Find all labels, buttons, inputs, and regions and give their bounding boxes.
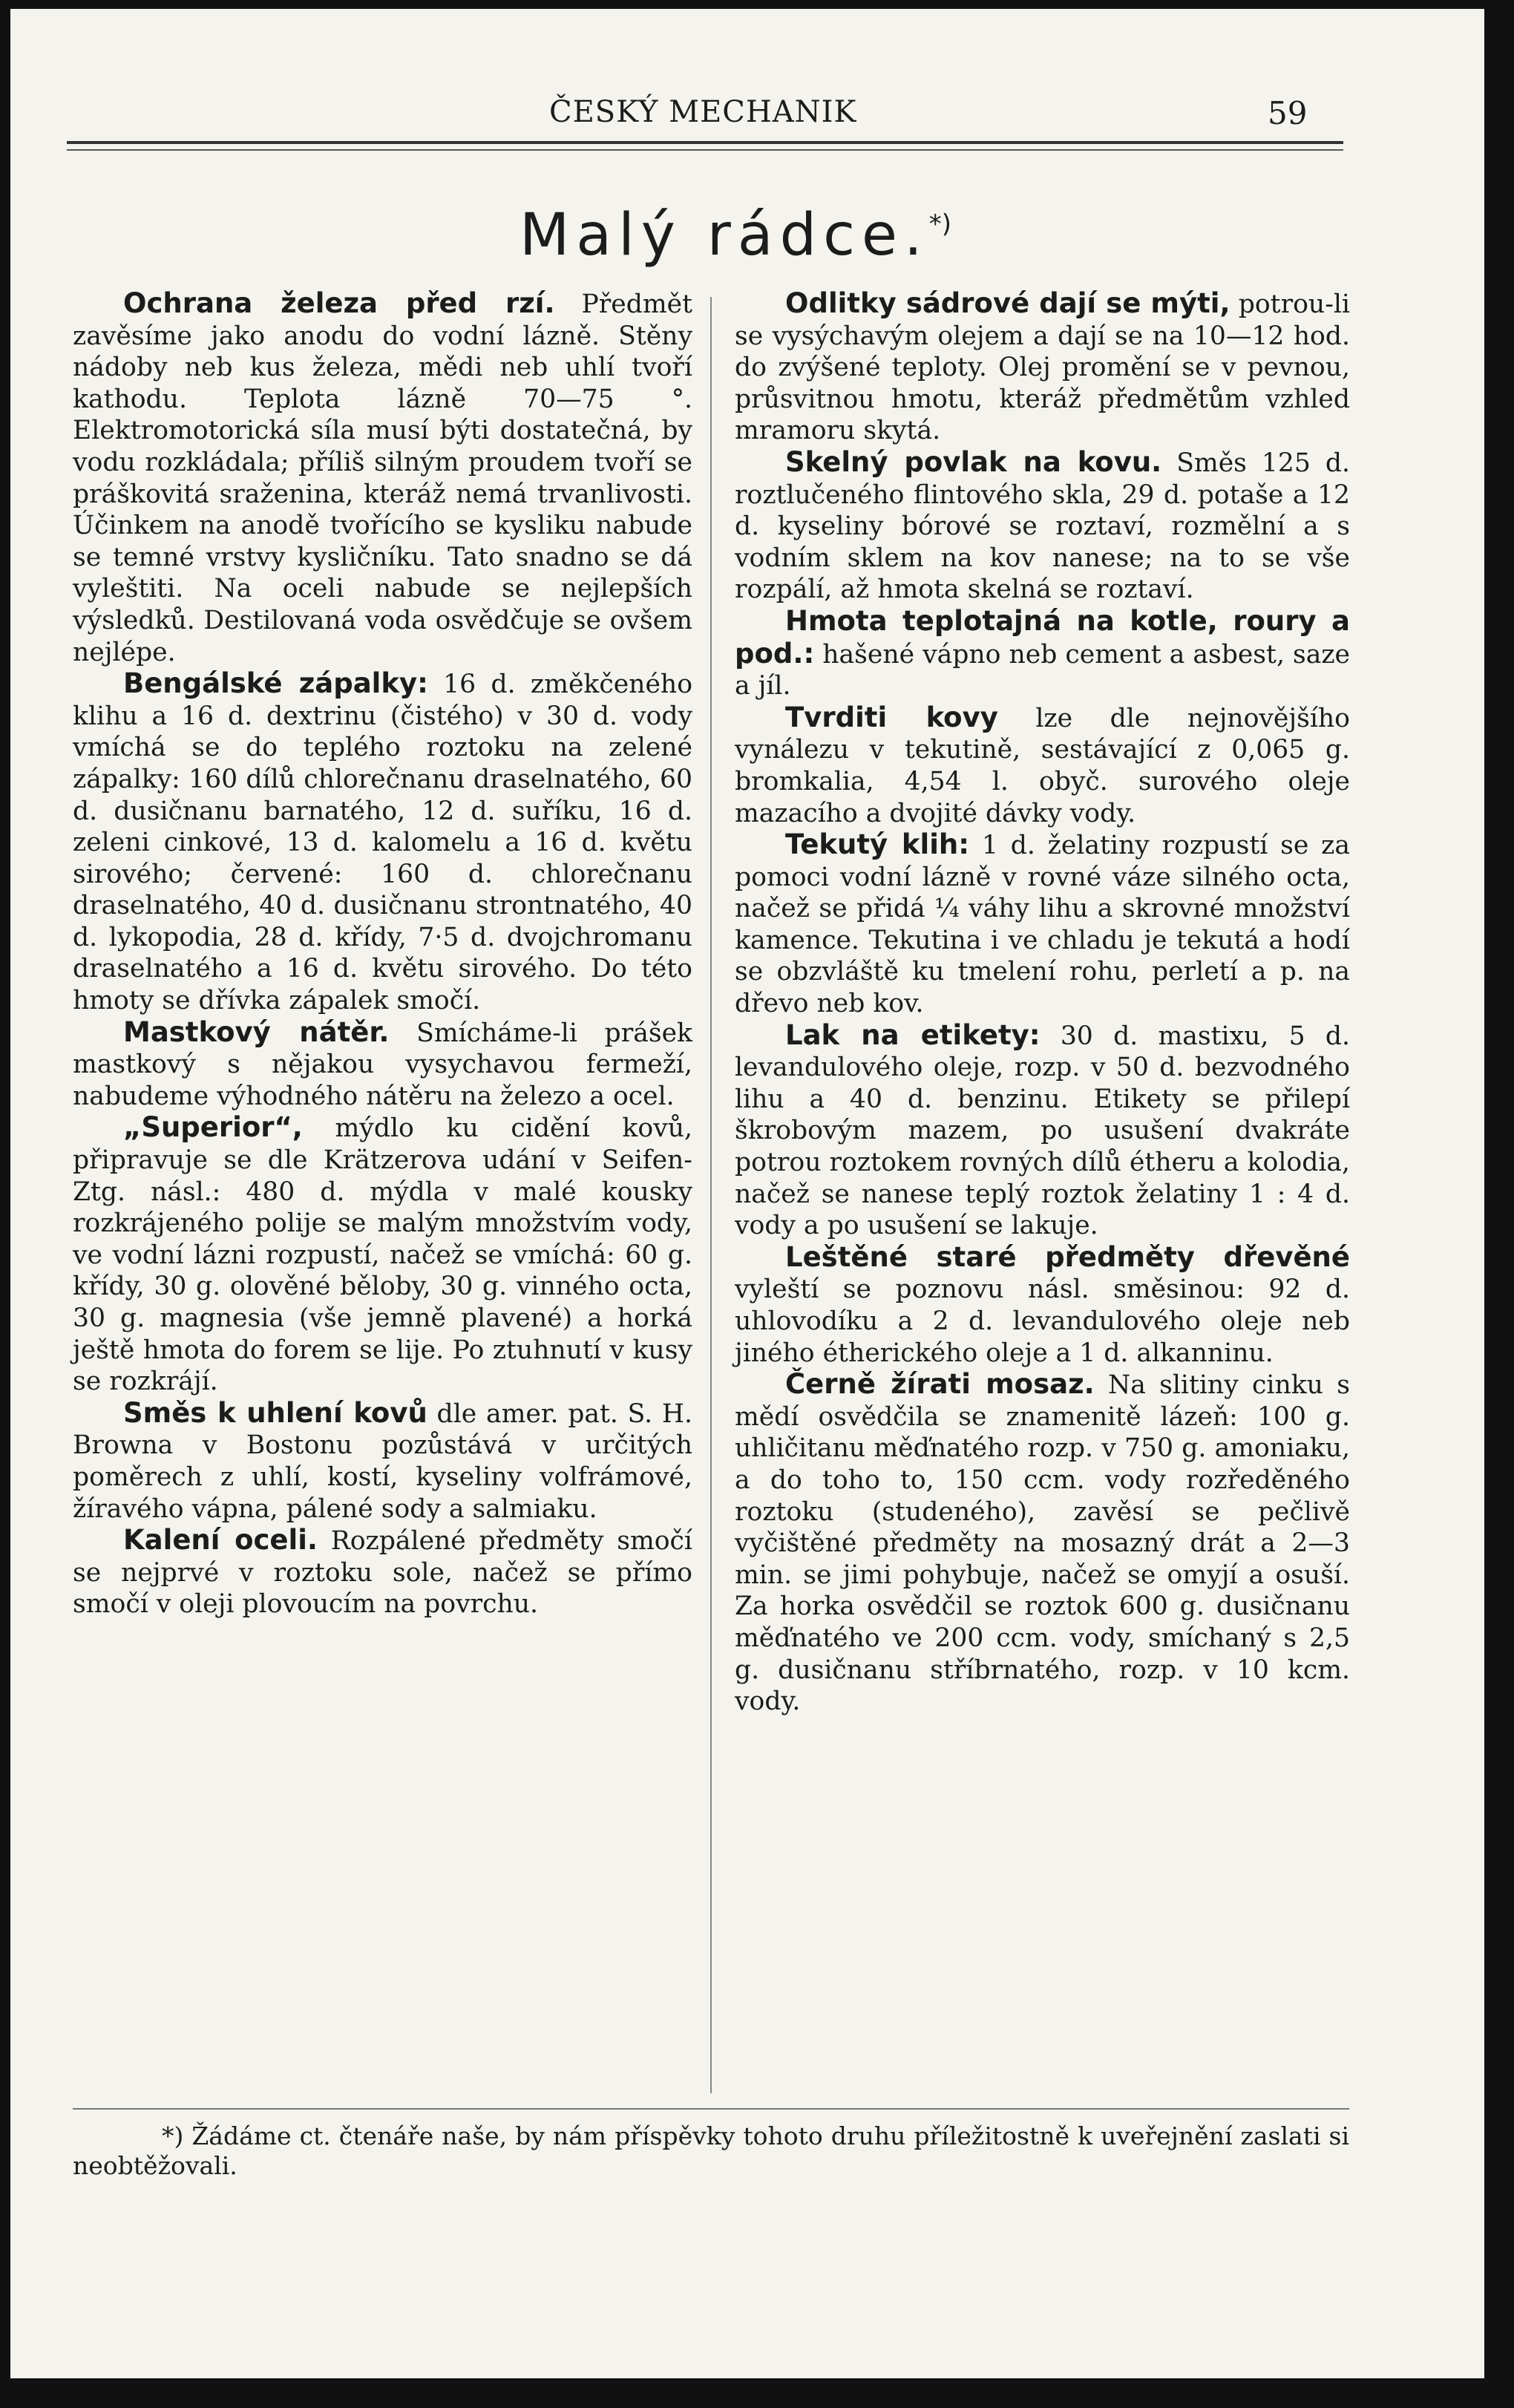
article-iron-rust — [73, 288, 692, 668]
scan-border-bottom — [0, 2378, 1514, 2408]
page-title-text: Malý rádce. — [520, 202, 929, 269]
article-glass-coating — [735, 447, 1350, 606]
article-heading: Směs k uhlení kovů — [123, 1396, 427, 1429]
article-text: potrou-li se vysýchavým olejem a dají se na 10—12 hod. do zvýšené teploty. Olej promění se v pevnou, průsvitnou hmotu, kteráž předmětům vzhled mramoru skytá. — [735, 289, 1350, 446]
article-heat-insulation — [735, 606, 1350, 702]
footnote-marker: *) — [928, 209, 952, 239]
article-liquid-glue — [735, 829, 1350, 1020]
article-text: hašené vápno neb cement a asbest, saze a jíl. — [735, 639, 1350, 701]
article-heading: Kalení oceli. — [123, 1524, 318, 1557]
article-carburizing-mix — [73, 1398, 692, 1525]
article-heading: Bengálské zápalky: — [123, 667, 428, 700]
header-rule-thick — [67, 141, 1343, 144]
article-bengal-matches — [73, 668, 692, 1017]
page-number: 59 — [1268, 95, 1308, 131]
article-brass-blackening — [735, 1369, 1350, 1718]
article-text: mýdlo ku cidění kovů, připravuje se dle Krätzerova udání v Seifen-Ztg. násl.: 480 d. mýdla v malé kousky rozkrájeného polije se malým množstvím vody, ve vodní lázni rozpustí, načež se vmíchá: 60 g. křídy, 30 g. olověné běloby, 30 g. vinného octa, 30 g. magnesia (vše jemně plavené) a horká ještě hmota do forem se lije. Po ztuhnutí v kusy se rozkrájí. — [73, 1113, 692, 1397]
article-text: Rozpálené předměty smočí se nejprvé v roztoku sole, načež se přímo smočí v oleji plovoucím na povrchu. — [73, 1526, 692, 1620]
article-plaster-casts — [735, 288, 1350, 447]
article-text: dle amer. pat. S. H. Browna v Bostonu pozůstává v určitých poměrech z uhlí, kostí, kyseliny volfrámové, žíravého vápna, pálené sody a salmiaku. — [73, 1398, 693, 1524]
article-heading: Skelný povlak na kovu. — [785, 445, 1162, 478]
article-heading: Leštěné staré předměty dřevěné — [785, 1240, 1350, 1273]
article-wood-polish — [735, 1242, 1350, 1369]
footnote: *) Žádáme ct. čtenáře naše, by nám příspěvky tohoto druhu příležitostně k uveřejnění zaslati si neobtěžovali. — [73, 2121, 1349, 2180]
article-heading: „Superior“, — [123, 1111, 303, 1144]
article-text: 30 d. mastixu, 5 d. levandulového oleje, rozp. v 50 d. bezvodného lihu a 40 d. benzinu. Etikety se přilepí škrobovým mazem, po usušení dvakráte potrou roztokem rovných dílů étheru a kolodia, načež se nanese teplý roztok želatiny 1 : 4 d. vody a po usušení se lakuje. — [735, 1021, 1350, 1241]
article-text: vyleští se poznovu násl. směsinou: 92 d. uhlovodíku a 2 d. levandulového oleje neb jiného étherického oleje a 1 d. alkanninu. — [735, 1275, 1350, 1368]
page-title — [520, 202, 951, 269]
footnote-rule — [73, 2108, 1349, 2110]
running-header-title: ČESKÝ MECHANIK — [549, 95, 857, 129]
article-heading: Hmota teplotajná na kotle, roury a pod.: — [735, 604, 1350, 670]
article-text: Na slitiny cinku s mědí osvědčila se znamenitě lázeň: 100 g. uhličitanu měďnatého rozp. v 750 g. amoniaku, a do toho to, 150 ccm. vody rozředěného roztoku (studeného), zavěsí se pečlivě vyčištěné předměty na mosazný drát a 2—3 min. se jimi pohybuje, načež se omyjí a osuší. Za horka osvědčil se roztok 600 g. dusičnanu měďnatého ve 200 ccm. vody, smíchaný s 2,5 g. dusičnanu stříbrnatého, rozp. v 10 kcm. vody. — [735, 1370, 1350, 1717]
article-steel-hardening — [73, 1525, 692, 1620]
article-talc-coating — [73, 1017, 692, 1113]
column-divider — [710, 297, 712, 2093]
left-column — [73, 288, 692, 1620]
article-heading: Mastkový nátěr. — [123, 1015, 390, 1048]
article-text: Předmět zavěsíme jako anodu do vodní lázně. Stěny nádoby neb kus železa, mědi neb uhlí tvoří kathodu. Teplota lázně 70—75 °. Elektromotorická síla musí býti dostatečná, by vodu rozkládala; příliš silným proudem tvoří se práškovitá sraženina, kteráž nemá trvanlivosti. Účinkem na anodě tvořícího se kysliku nabude se temné vrstvy kysličníku. Tato snadno se dá vyleštiti. Na oceli nabude se nejlepších výsledků. Destilovaná voda osvědčuje se ovšem nejlépe. — [73, 289, 692, 667]
right-column — [735, 288, 1350, 1718]
article-text: 1 d. želatiny rozpustí se za pomoci vodní lázně v rovné váze silného octa, načež se přidá ¼ váhy lihu a skrovné množství kamence. Tekutina i ve chladu je tekutá a hodí se obzvláště ku tmelení rohu, perletí a p. na dřevo neb kov. — [735, 831, 1350, 1019]
article-superior-soap — [73, 1112, 692, 1397]
header-rule-thin — [67, 149, 1343, 151]
article-heading: Tekutý klih: — [785, 828, 970, 861]
article-text: Smícháme-li prášek mastkový s nějakou vysychavou fermeží, nabudeme výhodného nátěru na železo a ocel. — [73, 1018, 692, 1111]
article-text: lze dle nejnovějšího vynálezu v tekutině, sestávající z 0,065 g. bromkalia, 4,54 l. obyč. surového oleje mazacího a dvojité dávky vody. — [735, 703, 1350, 828]
article-heading: Tvrditi kovy — [785, 701, 998, 733]
article-text: Směs 125 d. roztlučeného flintového skla, 29 d. potaše a 12 d. kyseliny bórové se roztaví, rozmělní a s vodním sklem na kov nanese; na to se vše rozpálí, až hmota skelná se roztaví. — [735, 448, 1350, 605]
article-text: 16 d. změkčeného klihu a 16 d. dextrinu (čistého) v 30 d. vody vmíchá se do teplého roztoku na zelené zápalky: 160 dílů chlorečnanu draselnatého, 60 d. dusičnanu barnatého, 12 d. suříku, 16 d. zeleni cinkové, 13 d. kalomelu a 16 d. květu sirového; červené: 160 d. chlorečnanu draselnatého, 40 d. dusičnanu strontnatého, 40 d. lykopodia, 28 d. křídy, 7·5 d. dvojchromanu draselnatého a 16 d. květu sirového. Do této hmoty se dřívka zápalek smočí. — [73, 670, 693, 1016]
article-heading: Lak na etikety: — [785, 1018, 1041, 1051]
scan-border-right — [1484, 0, 1514, 2408]
article-heading: Ochrana železa před rzí. — [123, 287, 555, 319]
scan-border-top — [0, 0, 1514, 9]
article-label-varnish — [735, 1020, 1350, 1242]
article-heading: Černě žírati mosaz. — [785, 1368, 1095, 1401]
article-metal-hardening — [735, 702, 1350, 829]
scan-border-left — [0, 0, 10, 2408]
article-heading: Odlitky sádrové dají se mýti, — [785, 287, 1230, 319]
